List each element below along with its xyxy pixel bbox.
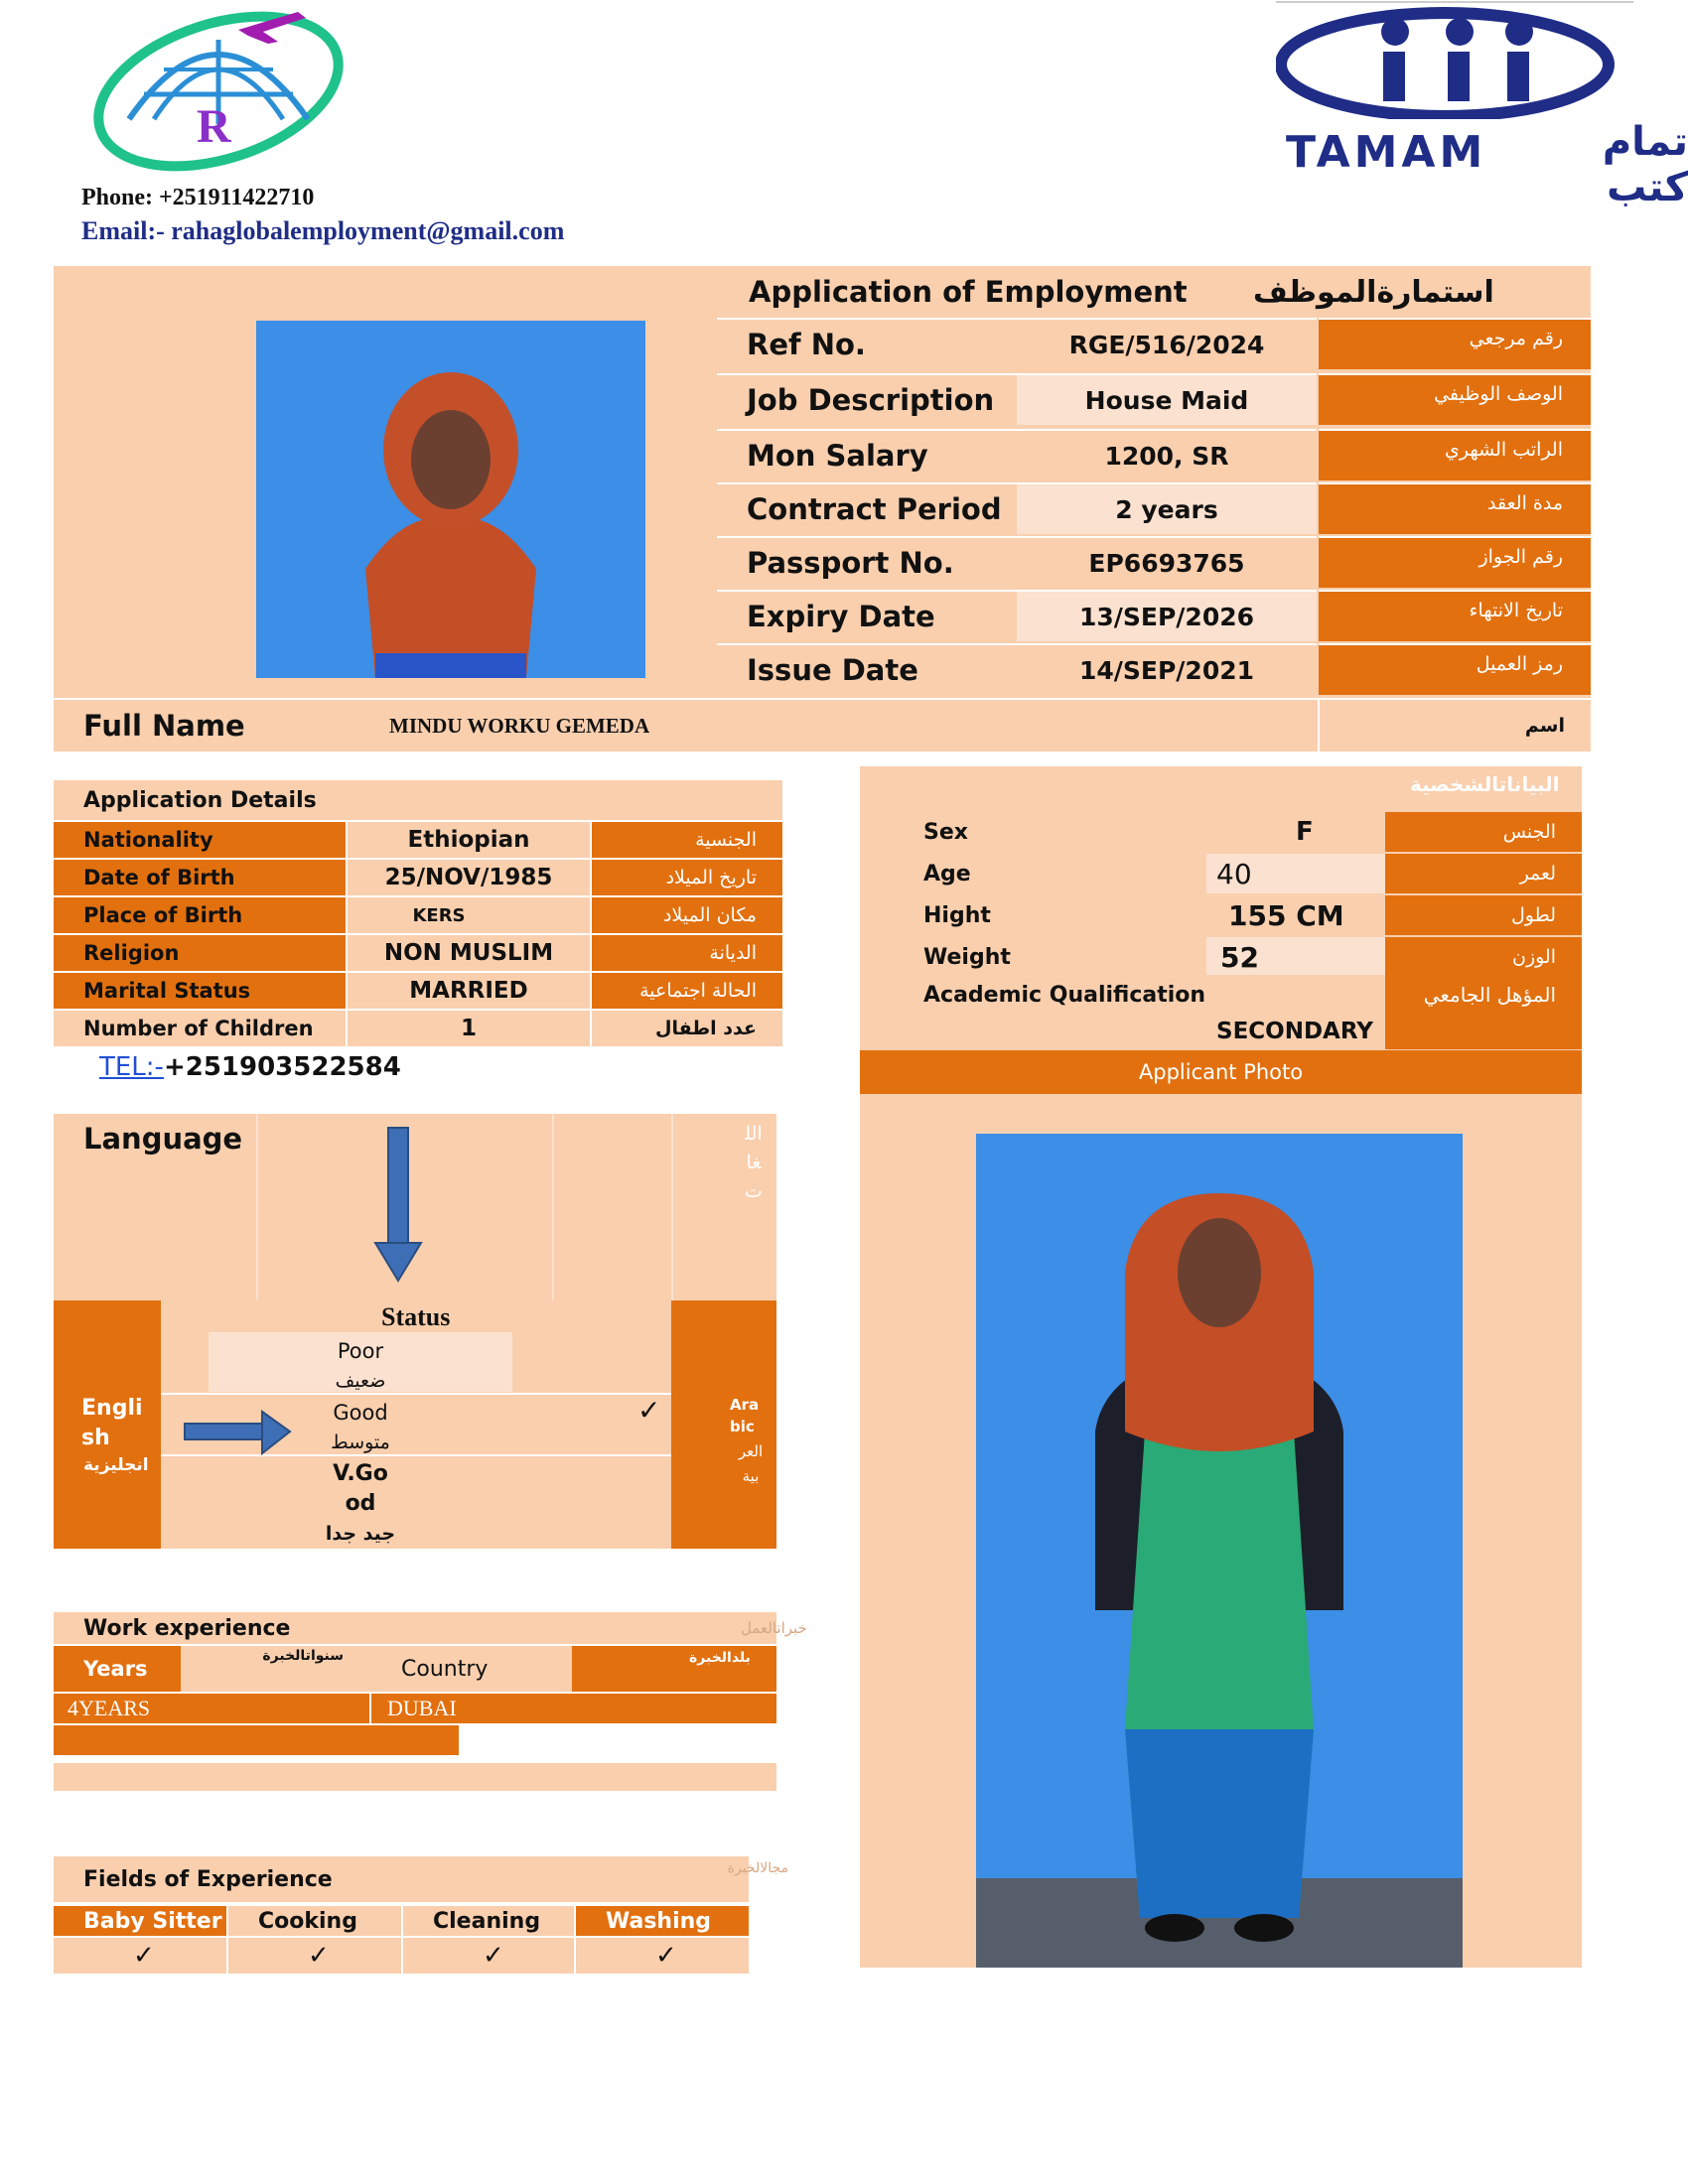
form-row-value-cell: [1017, 590, 1317, 641]
personal-row-value-cell: [1206, 854, 1385, 893]
form-row-arabic-cell: [1319, 373, 1591, 425]
personal-row-label-cell: [894, 812, 1206, 852]
form-title-row: [717, 266, 1591, 318]
work-years-ar-cell: [181, 1646, 371, 1692]
personal-row-arabic-cell: [1385, 937, 1582, 977]
personal-row-arabic-cell: [1385, 812, 1582, 852]
personal-row-arabic: الجنس: [1502, 821, 1556, 843]
app-row-value: NON MUSLIM: [383, 940, 554, 966]
photo-caption: Applicant Photo: [1138, 1060, 1304, 1084]
form-row-arabic: رقم مرجعي: [1469, 328, 1563, 349]
field-header-cell: [228, 1906, 401, 1936]
personal-row-label: Hight: [923, 902, 991, 928]
field-header-cell: [54, 1906, 226, 1936]
app-row-arabic: الجنسية: [695, 829, 757, 851]
form-row-arabic-cell: [1319, 429, 1591, 480]
fields-heading-row: [54, 1856, 788, 1902]
app-row-arabic: الحالة اجتماعية: [639, 980, 757, 1002]
work-country-value: DUBAI: [387, 1696, 457, 1720]
people-logo-icon: [1276, 0, 1643, 119]
app-row-arabic-cell: [592, 822, 782, 858]
language-level: [209, 1459, 512, 1549]
status-label: Status: [381, 1302, 451, 1331]
photo-caption-bar: [860, 1050, 1582, 1094]
portrait-photo: [256, 321, 645, 678]
personal-row-label-cell: [894, 895, 1206, 935]
form-row-arabic-cell: [1319, 590, 1591, 641]
work-empty-row: [54, 1763, 776, 1791]
app-row-label: Marital Status: [83, 979, 251, 1003]
form-row-arabic-cell: [1319, 318, 1591, 369]
language-level: [209, 1336, 512, 1396]
academic-label: Academic Qualification: [923, 983, 1206, 1008]
app-row-label: Place of Birth: [83, 903, 243, 927]
personal-row-arabic: الوزن: [1511, 946, 1556, 968]
phone-line: Phone: +251911422710: [81, 185, 315, 210]
work-value-row: [54, 1694, 776, 1723]
field-check-cell: [403, 1938, 574, 1974]
work-empty-bar: [54, 1725, 459, 1755]
form-row-arabic-cell: [1319, 643, 1591, 695]
app-row-value-cell: [348, 860, 590, 895]
work-country-label: Country: [401, 1656, 489, 1682]
arabic-lang-label: Arabic: [730, 1396, 760, 1435]
work-value-divider: [369, 1694, 371, 1723]
language-col-line-2: [552, 1114, 554, 1302]
app-row-value-cell: [348, 822, 590, 858]
english-label: English: [81, 1396, 143, 1450]
app-row-arabic: تاريخ الميلاد: [665, 867, 757, 888]
form-row-label-cell: [717, 536, 1017, 588]
app-row-value-cell: [348, 897, 590, 933]
form-row-label-cell: [717, 643, 1017, 695]
academic-value: SECONDARY: [1216, 1019, 1373, 1044]
form-row-label: Job Description: [747, 383, 995, 417]
field-check-cell: [54, 1938, 226, 1974]
form-row-label-cell: [717, 590, 1017, 641]
form-row-label: Ref No.: [747, 328, 866, 361]
field-check-cell: [228, 1938, 401, 1974]
app-row-label-cell: [54, 935, 346, 971]
work-heading-arabic: خبراتالعمل: [741, 1619, 807, 1637]
academic-arabic-cell: [1385, 975, 1582, 1049]
personal-row-arabic-cell: [1385, 895, 1582, 935]
app-row-label-cell: [54, 897, 346, 933]
language-heading-arabic: اللغات: [745, 1123, 763, 1202]
field-check-cell: [576, 1938, 749, 1974]
app-row-value: MARRIED: [409, 978, 528, 1004]
field-header-label: Cleaning: [433, 1908, 541, 1934]
form-row-arabic: رقم الجواز: [1478, 546, 1563, 568]
app-row-arabic: عدد اطفال: [654, 1018, 757, 1039]
language-level-en: V.Good: [333, 1461, 388, 1516]
full-name-label: Full Name: [83, 709, 245, 743]
field-header-cell: [576, 1906, 749, 1936]
personal-row-label: Weight: [923, 944, 1011, 970]
language-level-ar: ضعيف: [335, 1370, 386, 1392]
field-check: ✓: [483, 1941, 504, 1971]
app-row-label-cell: [54, 822, 346, 858]
work-heading: Work experience: [83, 1615, 291, 1641]
language-col-line-3: [671, 1114, 673, 1302]
app-row-arabic: مكان الميلاد: [662, 904, 757, 926]
app-row-label-cell: [54, 1011, 346, 1046]
full-name-value: MINDU WORKU GEMEDA: [389, 713, 650, 738]
language-level-ar: جيد جدا: [325, 1523, 396, 1545]
form-row-value: 13/SEP/2026: [1078, 602, 1255, 631]
good-check: ✓: [637, 1394, 661, 1427]
app-row-value-cell: [348, 973, 590, 1009]
language-heading: Language: [83, 1122, 243, 1156]
form-title-arabic: استمارةالموظف: [1253, 274, 1494, 310]
app-row-label: Nationality: [83, 828, 213, 852]
form-row-value-cell: [1017, 318, 1317, 369]
tamam-logo-text: TAMAM: [1286, 127, 1487, 178]
right-arrow-icon: [183, 1410, 292, 1455]
field-check: ✓: [308, 1941, 330, 1971]
personal-row-value: F: [1296, 817, 1314, 847]
field-header-label: Washing: [606, 1908, 712, 1934]
field-check: ✓: [133, 1941, 155, 1971]
language-col-line-1: [256, 1114, 258, 1302]
form-row-arabic: الوصف الوظيفي: [1434, 383, 1563, 405]
field-header-label: Cooking: [258, 1908, 357, 1934]
personal-row-label: Sex: [923, 819, 968, 845]
work-years-value: 4YEARS: [68, 1696, 151, 1720]
form-row-value-cell: [1017, 373, 1317, 425]
form-row-label: Contract Period: [747, 492, 1002, 526]
personal-row-value: 155 CM: [1228, 898, 1344, 932]
app-details-heading: Application Details: [83, 787, 317, 813]
personal-row-arabic-cell: [1385, 854, 1582, 893]
form-row-value: 14/SEP/2021: [1078, 655, 1255, 685]
app-row-label: Number of Children: [83, 1017, 314, 1040]
full-name-divider: [1318, 700, 1320, 751]
form-row-value: EP6693765: [1088, 548, 1245, 578]
personal-row-arabic: لطول: [1511, 904, 1556, 926]
work-country-ar-cell: [572, 1646, 776, 1692]
raha-logo-letter: R: [197, 100, 231, 153]
form-row-label-cell: [717, 373, 1017, 425]
app-row-arabic-cell: [592, 860, 782, 895]
app-row-arabic: الديانة: [709, 942, 757, 964]
app-row-arabic-cell: [592, 897, 782, 933]
form-row-arabic-cell: [1319, 482, 1591, 534]
personal-row-label-cell: [894, 937, 1206, 977]
tel-line: [99, 1052, 401, 1082]
work-years-header: [54, 1646, 181, 1692]
personal-heading-arabic: البياناتالشخصية: [1410, 772, 1560, 796]
personal-row-value: 52: [1220, 940, 1259, 974]
language-level-en: Good: [333, 1401, 388, 1425]
full-name-arabic: اسم: [1524, 715, 1565, 737]
app-row-label-cell: [54, 973, 346, 1009]
app-row-arabic-cell: [592, 973, 782, 1009]
form-row-value-cell: [1017, 482, 1317, 534]
form-row-value: House Maid: [1084, 385, 1249, 415]
full-body-photo: [976, 1134, 1463, 1968]
english-arabic: انجليزية: [83, 1455, 149, 1475]
field-check: ✓: [655, 1941, 677, 1971]
academic-row: [894, 975, 1385, 1049]
form-row-label: Passport No.: [747, 546, 954, 580]
form-row-value-cell: [1017, 643, 1317, 695]
personal-row-arabic: لعمر: [1519, 863, 1556, 885]
personal-row-label: Age: [923, 861, 971, 887]
form-row-value-cell: [1017, 536, 1317, 588]
form-row-arabic-cell: [1319, 536, 1591, 588]
fields-heading-arabic: مجالالخبرة: [727, 1860, 788, 1876]
work-country-header: [371, 1646, 572, 1692]
language-level-en: Poor: [337, 1339, 384, 1363]
email-line: Email:- rahaglobalemployment@gmail.com: [81, 216, 565, 245]
tel-value[interactable]: +251903522584: [163, 1052, 401, 1082]
form-row-arabic: مدة العقد: [1487, 492, 1563, 514]
full-body-person-icon: [976, 1134, 1463, 1968]
app-row-label: Date of Birth: [83, 866, 235, 889]
arabic-lang-arabic: العربية: [738, 1442, 764, 1485]
form-title: Application of Employment: [749, 275, 1188, 309]
field-header-cell: [403, 1906, 574, 1936]
fields-heading: Fields of Experience: [83, 1866, 333, 1892]
form-row-value: RGE/516/2024: [1068, 330, 1265, 359]
form-row-label-cell: [717, 482, 1017, 534]
personal-row-value: 40: [1216, 857, 1252, 890]
tamam-logo-arabic: تمام كتب: [1602, 119, 1688, 210]
full-name-row: [54, 698, 1591, 751]
language-level-ar: متوسط: [331, 1432, 390, 1453]
app-row-value: KERS: [412, 904, 466, 926]
form-row-arabic: تاريخ الانتهاء: [1469, 600, 1563, 621]
app-details-heading-row: [54, 780, 782, 820]
form-row-value-cell: [1017, 429, 1317, 480]
form-row-value: 2 years: [1115, 494, 1218, 524]
app-row-label-cell: [54, 860, 346, 895]
app-row-value: Ethiopian: [407, 827, 530, 853]
tel-label[interactable]: TEL:-: [99, 1052, 164, 1082]
app-row-value-cell: [348, 1011, 590, 1046]
academic-arabic: المؤهل الجامعي: [1423, 983, 1556, 1007]
form-row-label-cell: [717, 429, 1017, 480]
form-row-label: Expiry Date: [747, 600, 935, 633]
work-country-arabic: بلدالخبرة: [689, 1650, 751, 1666]
work-years-label: Years: [83, 1657, 148, 1681]
app-row-value: 1: [460, 1016, 477, 1041]
portrait-person-icon: [256, 321, 645, 678]
field-header-label: Baby Sitter: [83, 1908, 222, 1934]
form-row-arabic: رمز العميل: [1476, 653, 1563, 675]
app-row-value: 25/NOV/1985: [384, 865, 553, 890]
personal-row-label-cell: [894, 854, 1206, 893]
app-row-arabic-cell: [592, 1011, 782, 1046]
form-row-label: Issue Date: [747, 653, 918, 687]
form-row-arabic: الراتب الشهري: [1445, 439, 1563, 461]
app-row-value-cell: [348, 935, 590, 971]
personal-row-value-cell: [1206, 895, 1385, 935]
down-arrow-icon: [373, 1126, 423, 1285]
work-years-arabic: سنواتالخبرة: [262, 1648, 344, 1664]
form-row-label: Mon Salary: [747, 439, 928, 473]
work-heading-row: [54, 1612, 807, 1644]
form-row-label-cell: [717, 318, 1017, 369]
app-row-label: Religion: [83, 941, 180, 965]
form-row-value: 1200, SR: [1104, 441, 1229, 471]
personal-row-value-cell: [1206, 812, 1385, 852]
personal-row-value-cell: [1206, 937, 1385, 977]
app-row-arabic-cell: [592, 935, 782, 971]
